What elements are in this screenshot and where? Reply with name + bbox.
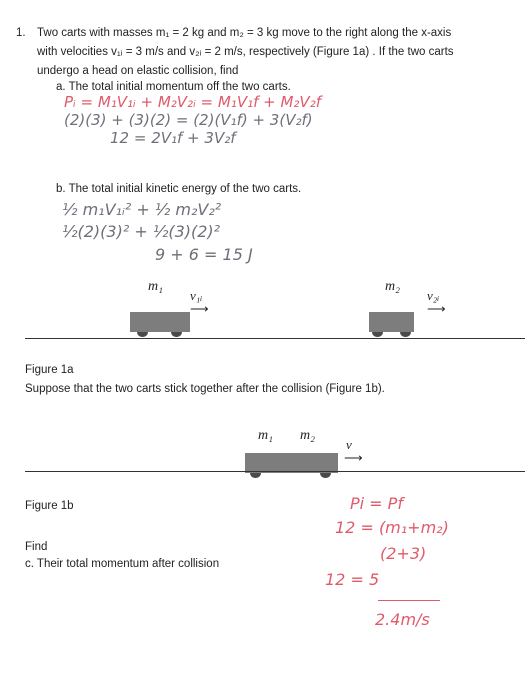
track-line [25, 338, 525, 339]
handwriting-c-line-3: (2+3) [380, 544, 427, 563]
wheel-icon [171, 332, 182, 337]
figure-1a-v2-label: v₂ᵢ [427, 288, 440, 303]
problem-line-3: undergo a head on elastic collision, find [37, 65, 239, 77]
figure-1b-m2-label: m₂ [300, 428, 315, 443]
wheel-icon [137, 332, 148, 337]
handwriting-b-line-3: 9 + 6 = 15 J [155, 245, 253, 264]
find-label: Find [25, 541, 48, 553]
handwriting-a-line-3: 12 = 2V₁f + 3V₂f [110, 129, 236, 147]
problem-number: 1. [16, 27, 26, 39]
right-arrow-icon: ⟶ [427, 301, 446, 316]
wheel-icon [320, 473, 331, 478]
track-line [25, 471, 525, 472]
handwriting-c-line-2: 12 = (m₁+m₂) [335, 518, 449, 537]
figure-1b-m1-label: m₁ [258, 428, 273, 443]
cart-2 [369, 312, 414, 332]
cart-1 [130, 312, 190, 332]
handwriting-c-line-4: 12 = 5 [325, 570, 380, 589]
handwriting-c-line-1: Pi = Pf [350, 494, 403, 513]
wheel-icon [250, 473, 261, 478]
figure-1a-m1-label: m₁ [148, 279, 163, 294]
right-arrow-icon: ⟶ [344, 450, 363, 465]
handwriting-c-line-5: 2.4m/s [375, 610, 430, 629]
handwriting-b-line-1: ½ m₁V₁ᵢ² + ½ m₂V₂² [62, 200, 222, 219]
combined-carts [245, 453, 338, 473]
figure-1b-v-label: v [346, 437, 352, 452]
handwriting-a-line-1: Pᵢ = M₁V₁ᵢ + M₂V₂ᵢ = M₁V₁f + M₂V₂f [64, 93, 321, 111]
figure-1b-caption: Figure 1b [25, 500, 74, 512]
part-a-question: a. The total initial momentum off the two carts. [56, 81, 291, 93]
figure-1a-caption: Figure 1a [25, 364, 74, 376]
part-c-question: c. Their total momentum after collision [25, 558, 220, 570]
wheel-icon [400, 332, 411, 337]
part-b-question: b. The total initial kinetic energy of the two carts. [56, 183, 302, 195]
handwriting-a-line-2: (2)(3) + (3)(2) = (2)(V₁f) + 3(V₂f) [64, 111, 313, 129]
figure-1a-m2-label: m₂ [385, 279, 400, 294]
handwriting-b-line-2: ½(2)(3)² + ½(3)(2)² [62, 222, 221, 241]
stick-together-sentence: Suppose that the two carts stick together after the collision (Figure 1b). [25, 383, 385, 395]
problem-line-1: Two carts with masses m₁ = 2 kg and m₂ = 3 kg move to the right along the x-axis [37, 27, 452, 39]
wheel-icon [372, 332, 383, 337]
fraction-bar [378, 600, 440, 601]
figure-1a-v1-label: v₁ᵢ [190, 288, 203, 303]
problem-line-2: with velocities v₁ᵢ = 3 m/s and v₂ᵢ = 2 m/s, respectively (Figure 1a) . If the two carts [37, 46, 454, 58]
right-arrow-icon: ⟶ [190, 301, 209, 316]
